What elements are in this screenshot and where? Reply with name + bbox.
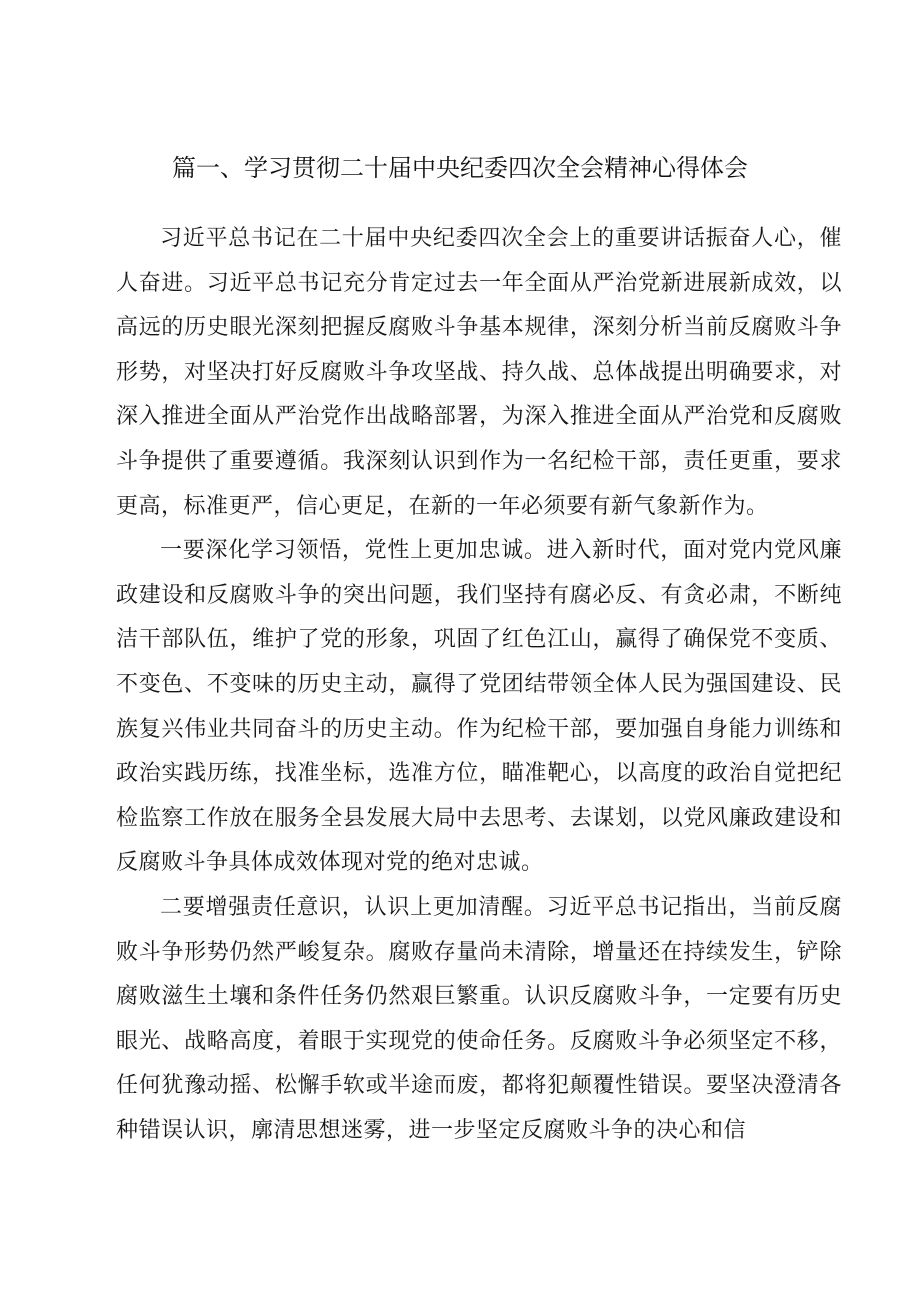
document-title: 篇一、学习贯彻二十届中央纪委四次全会精神心得体会 [172, 154, 748, 182]
paragraph-intro: 习近平总书记在二十届中央纪委四次全会上的重要讲话振奋人心，催人奋进。习近平总书记充分肯定过去一年全面从严治党新进展新成效，以高远的历史眼光深刻把握反腐败斗争基本规律，深刻分析当前反腐败斗争形势，对坚决打好反腐败斗争攻坚战、持久战、总体战提出明确要求，对深入推进全面从严治党作出战略部署，为深入推进全面从严治党和反腐败斗争提供了重要遵循。我深刻认识到作为一名纪检干部，责任更重，要求更高，标准更严，信心更足，在新的一年必须要有新气象新作为。 [116, 226, 842, 519]
paragraph-point-two: 二要增强责任意识，认识上更加清醒。习近平总书记指出，当前反腐败斗争形势仍然严峻复杂。腐败存量尚未清除，增量还在持续发生，铲除腐败滋生土壤和条件任务仍然艰巨繁重。认识反腐败斗争，一定要有历史眼光、战略高度，着眼于实现党的使命任务。反腐败斗争必须坚定不移，任何犹豫动摇、松懈手软或半途而废，都将犯颠覆性错误。要坚决澄清各种错误认识，廓清思想迷雾，进一步坚定反腐败斗争的决心和信 [116, 894, 842, 1143]
paragraph-point-one: 一要深化学习领悟，党性上更加忠诚。进入新时代，面对党内党风廉政建设和反腐败斗争的突出问题，我们坚持有腐必反、有贪必肃，不断纯洁干部队伍，维护了党的形象，巩固了红色江山，赢得了确保党不变质、不变色、不变味的历史主动，赢得了党团结带领全体人民为强国建设、民族复兴伟业共同奋斗的历史主动。作为纪检干部，要加强自身能力训练和政治实践历练，找准坐标，选准方位，瞄准靶心，以高度的政治自觉把纪检监察工作放在服务全县发展大局中去思考、去谋划，以党风廉政建设和反腐败斗争具体成效体现对党的绝对忠诚。 [116, 538, 842, 876]
document-body [116, 217, 842, 1153]
